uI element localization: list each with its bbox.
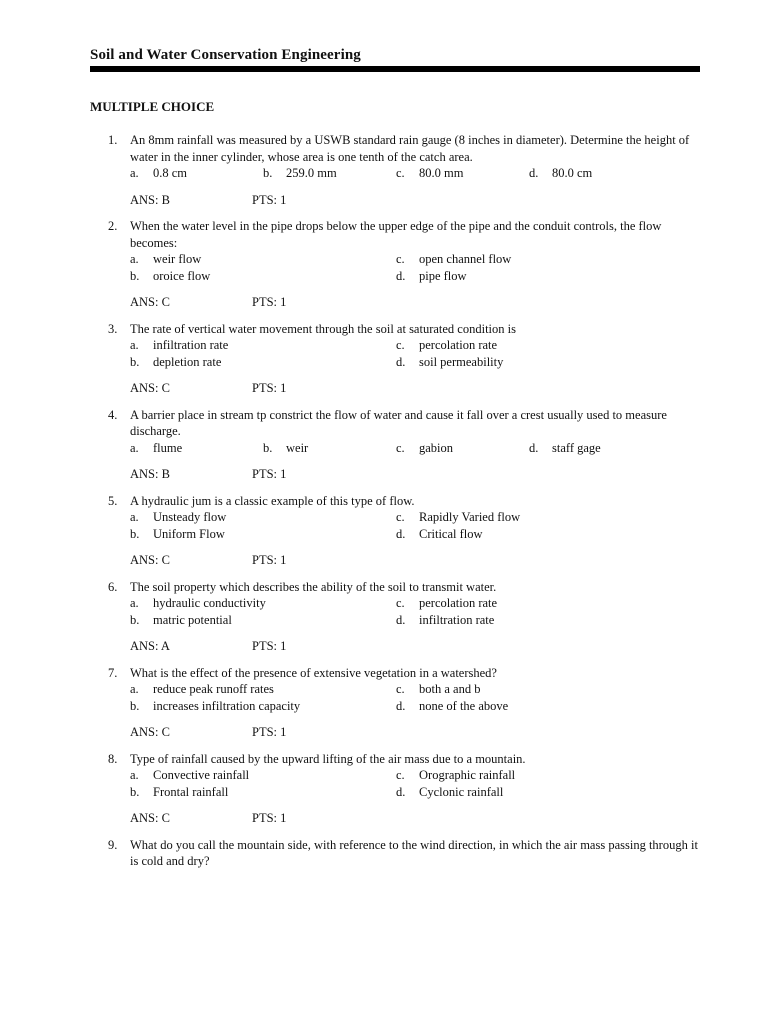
answer-key: ANS: C <box>130 553 170 567</box>
question-item <box>90 321 702 397</box>
option-letter: b. <box>263 166 273 180</box>
option-letter: c. <box>396 596 405 610</box>
answer-key: ANS: B <box>130 192 170 207</box>
option-letter: d. <box>529 440 539 455</box>
option-text: Critical flow <box>419 526 483 541</box>
option-text: Frontal rainfall <box>153 784 229 799</box>
question-item <box>90 407 702 483</box>
question-number: 7. <box>108 665 118 680</box>
answer-option <box>130 767 249 784</box>
answer-option <box>396 767 515 784</box>
answer-option <box>529 440 601 457</box>
option-letter: c. <box>396 166 405 180</box>
option-row <box>130 595 702 612</box>
answer-option <box>396 337 497 354</box>
option-text: open channel flow <box>419 252 512 266</box>
option-row <box>130 165 702 182</box>
answer-key-row <box>130 380 702 397</box>
option-letter: c. <box>396 338 405 352</box>
question-text: A barrier place in stream tp constrict the flow of water and cause it fall over a crest usually used to measure discharge. <box>130 407 667 438</box>
option-letter: d. <box>529 166 539 180</box>
answer-key-row <box>130 466 702 483</box>
option-text: Unsteady flow <box>153 510 227 524</box>
answer-option <box>130 337 228 354</box>
answer-option <box>396 268 467 285</box>
option-letter: a. <box>130 166 139 180</box>
answer-option <box>529 165 592 182</box>
option-row <box>130 767 702 784</box>
question-text: Type of rainfall caused by the upward lifting of the air mass due to a mountain. <box>130 751 526 766</box>
option-text: oroice flow <box>153 268 211 283</box>
option-letter: d. <box>396 268 406 283</box>
option-text: hydraulic conductivity <box>153 596 266 610</box>
option-letter: a. <box>130 510 139 524</box>
option-text: flume <box>153 440 183 455</box>
points-value: PTS: 1 <box>252 811 287 825</box>
option-text: pipe flow <box>419 268 467 283</box>
question-item <box>90 837 702 870</box>
option-text: weir flow <box>153 252 202 266</box>
points-value: PTS: 1 <box>252 381 287 395</box>
option-letter: d. <box>396 354 406 369</box>
answer-option <box>396 440 453 457</box>
answer-option <box>396 251 511 268</box>
answer-options <box>130 165 702 182</box>
answer-key: ANS: C <box>130 381 170 395</box>
answer-options <box>130 767 702 800</box>
answer-option <box>130 595 266 612</box>
option-letter: c. <box>396 252 405 266</box>
option-text: Cyclonic rainfall <box>419 784 504 799</box>
option-letter: b. <box>130 784 140 799</box>
answer-key-row <box>130 638 702 655</box>
option-row <box>130 784 702 801</box>
points-value: PTS: 1 <box>252 639 287 653</box>
option-letter: b. <box>130 354 140 369</box>
answer-option <box>396 595 497 612</box>
option-row <box>130 251 702 268</box>
option-letter: c. <box>396 440 405 455</box>
question-text: A hydraulic jum is a classic example of this type of flow. <box>130 493 415 508</box>
question-number: 1. <box>108 133 118 147</box>
answer-key-row <box>130 192 702 209</box>
answer-option <box>396 784 503 801</box>
answer-options <box>130 681 702 714</box>
answer-option <box>263 440 308 457</box>
option-text: Uniform Flow <box>153 526 225 541</box>
answer-options <box>130 509 702 542</box>
answer-key-row <box>130 294 702 311</box>
option-letter: a. <box>130 252 139 266</box>
option-text: 80.0 mm <box>419 166 464 180</box>
answer-option <box>130 698 300 715</box>
option-letter: c. <box>396 510 405 524</box>
option-row <box>130 268 702 285</box>
answer-option <box>130 509 226 526</box>
question-number: 2. <box>108 219 118 233</box>
question-item <box>90 751 702 827</box>
question-number: 5. <box>108 493 118 508</box>
question-number: 6. <box>108 579 118 594</box>
option-letter: b. <box>130 268 140 283</box>
option-row <box>130 509 702 526</box>
option-row <box>130 354 702 371</box>
answer-key: ANS: C <box>130 725 170 739</box>
option-letter: d. <box>396 784 406 799</box>
question-text: The soil property which describes the ability of the soil to transmit water. <box>130 579 497 594</box>
answer-key-row <box>130 810 702 827</box>
points-value: PTS: 1 <box>252 192 287 207</box>
answer-option <box>130 354 221 371</box>
question-text: An 8mm rainfall was measured by a USWB standard rain gauge (8 inches in diameter). Determine the height of water in the inner cylinder, whose area is one tenth of the catch area. <box>130 133 690 164</box>
answer-key: ANS: A <box>130 639 170 653</box>
answer-option <box>130 784 228 801</box>
option-text: percolation rate <box>419 338 498 352</box>
option-text: percolation rate <box>419 596 498 610</box>
question-text: When the water level in the pipe drops below the upper edge of the pipe and the conduit controls, the flow becomes: <box>130 219 662 250</box>
option-letter: a. <box>130 682 139 696</box>
option-text: staff gage <box>552 440 601 455</box>
answer-option <box>130 165 187 182</box>
option-row <box>130 612 702 629</box>
answer-key: ANS: C <box>130 295 170 309</box>
answer-option <box>130 526 225 543</box>
answer-option <box>130 268 210 285</box>
question-item <box>90 218 702 311</box>
answer-option <box>130 612 232 629</box>
question-text: The rate of vertical water movement through the soil at saturated condition is <box>130 321 516 336</box>
option-text: weir <box>286 440 309 455</box>
option-text: 0.8 cm <box>153 166 188 180</box>
title-rule <box>90 66 700 72</box>
answer-key-row <box>130 724 702 741</box>
option-text: none of the above <box>419 698 509 713</box>
option-text: infiltration rate <box>153 338 229 352</box>
answer-option <box>130 440 182 457</box>
option-letter: c. <box>396 682 405 696</box>
question-list <box>90 132 702 880</box>
question-text: What do you call the mountain side, with reference to the wind direction, in which the air mass passing through it is cold and dry? <box>130 837 698 868</box>
points-value: PTS: 1 <box>252 553 287 567</box>
option-row <box>130 440 702 457</box>
answer-option <box>263 165 337 182</box>
question-item <box>90 132 702 208</box>
answer-option <box>396 526 483 543</box>
document-title: Soil and Water Conservation Engineering <box>90 47 361 63</box>
answer-key: ANS: B <box>130 467 170 481</box>
option-row <box>130 337 702 354</box>
option-text: increases infiltration capacity <box>153 698 301 713</box>
question-number: 3. <box>108 321 118 336</box>
points-value: PTS: 1 <box>252 725 287 739</box>
option-letter: d. <box>396 698 406 713</box>
answer-options <box>130 337 702 370</box>
option-letter: b. <box>130 698 140 713</box>
points-value: PTS: 1 <box>252 467 287 481</box>
points-value: PTS: 1 <box>252 295 287 309</box>
option-letter: a. <box>130 440 139 455</box>
option-letter: b. <box>130 526 140 541</box>
option-text: 80.0 cm <box>552 166 593 180</box>
question-number: 8. <box>108 751 118 766</box>
answer-option <box>396 354 503 371</box>
option-text: infiltration rate <box>419 612 495 627</box>
question-number: 9. <box>108 837 118 852</box>
question-text: What is the effect of the presence of extensive vegetation in a watershed? <box>130 665 497 680</box>
option-row <box>130 681 702 698</box>
option-text: gabion <box>419 440 454 455</box>
question-item <box>90 493 702 569</box>
question-number: 4. <box>108 407 118 422</box>
answer-option <box>130 681 274 698</box>
answer-key: ANS: C <box>130 811 170 825</box>
answer-option <box>396 509 520 526</box>
answer-option <box>396 612 494 629</box>
option-letter: c. <box>396 768 405 782</box>
option-row <box>130 698 702 715</box>
option-letter: b. <box>263 440 273 455</box>
question-item <box>90 665 702 741</box>
option-text: Convective rainfall <box>153 768 250 782</box>
option-text: soil permeability <box>419 354 504 369</box>
option-letter: d. <box>396 612 406 627</box>
option-letter: b. <box>130 612 140 627</box>
answer-option <box>396 698 508 715</box>
answer-option <box>396 165 463 182</box>
option-letter: a. <box>130 596 139 610</box>
option-text: reduce peak runoff rates <box>153 682 274 696</box>
option-text: Rapidly Varied flow <box>419 510 521 524</box>
option-row <box>130 526 702 543</box>
option-text: depletion rate <box>153 354 222 369</box>
answer-options <box>130 440 702 457</box>
option-text: matric potential <box>153 612 232 627</box>
option-letter: a. <box>130 338 139 352</box>
option-text: Orographic rainfall <box>419 768 516 782</box>
answer-key-row <box>130 552 702 569</box>
option-text: both a and b <box>419 682 481 696</box>
question-item <box>90 579 702 655</box>
option-letter: a. <box>130 768 139 782</box>
option-letter: d. <box>396 526 406 541</box>
answer-options <box>130 251 702 284</box>
option-text: 259.0 mm <box>286 166 337 180</box>
section-heading: MULTIPLE CHOICE <box>90 99 215 114</box>
answer-option <box>130 251 201 268</box>
answer-option <box>396 681 480 698</box>
answer-options <box>130 595 702 628</box>
